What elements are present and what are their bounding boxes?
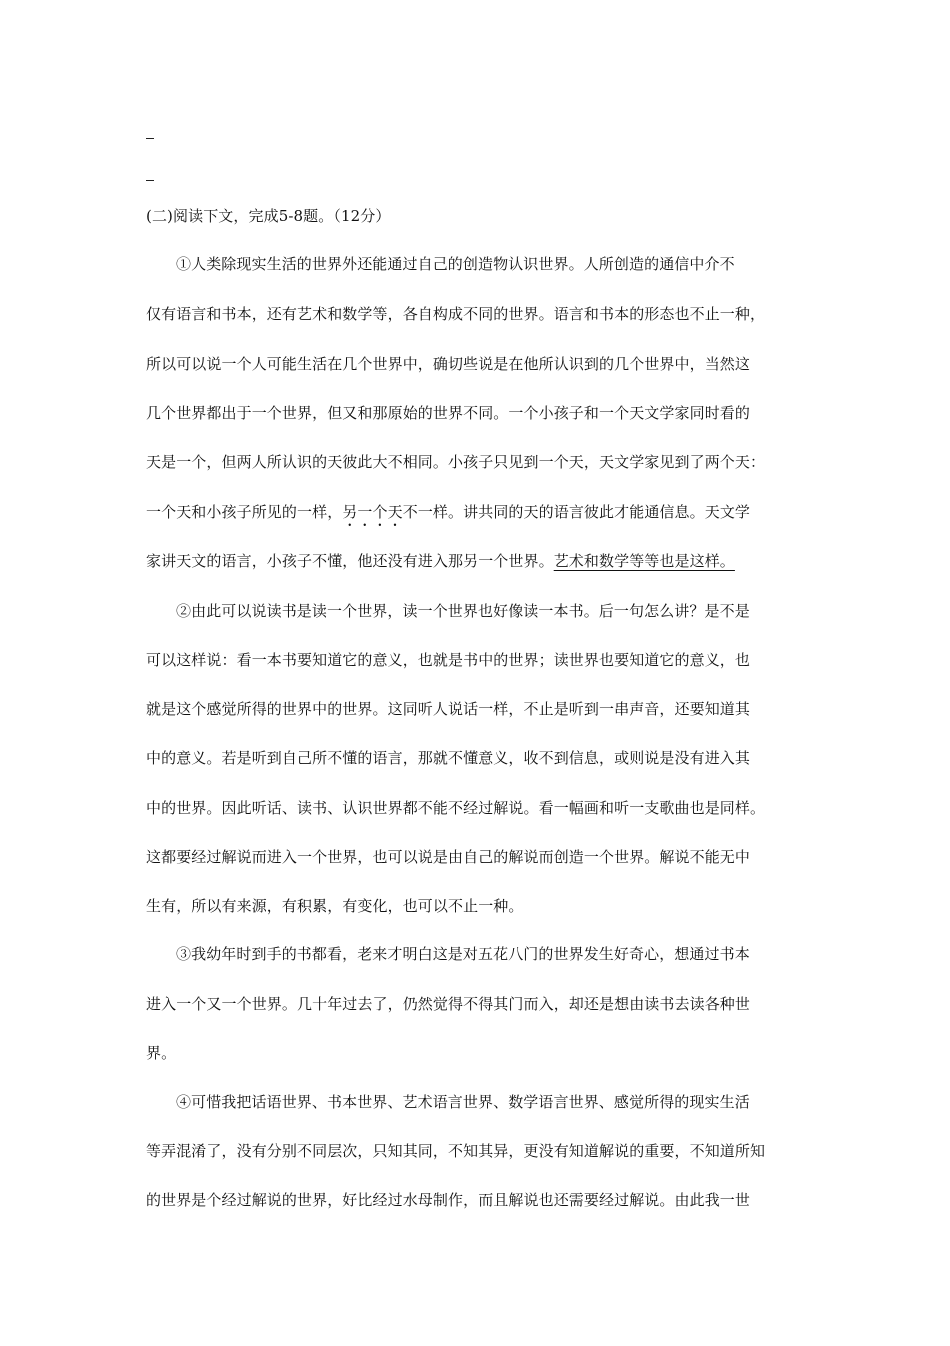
paragraph-2-line-1: ②由此可以说读书是读一个世界，读一个世界也好像读一本书。后一句怎么讲？是不是 [176, 602, 750, 620]
blank-line-mark [146, 138, 154, 139]
paragraph-3-line-2: 进入一个又一个世界。几十年过去了，仍然觉得不得其门而入，却还是想由读书去读各种世 [146, 995, 751, 1013]
paragraph-1-line-6-text-a: 一个天和小孩子所见的一样， [146, 503, 343, 521]
paragraph-4-line-2: 等弄混淆了，没有分别不同层次，只知其同，不知其异，更没有知道解说的重要，不知道所知 [146, 1142, 766, 1160]
underlined-sentence: 艺术和数学等等也是这样。 [553, 552, 735, 570]
paragraph-2-line-7: 生有，所以有来源，有积累，有变化，也可以不止一种。 [146, 897, 524, 915]
blank-line-mark [146, 180, 154, 181]
paragraph-2-line-4: 中的意义。若是听到自己所不懂的语言，那就不懂意义，收不到信息，或则说是没有进入其 [146, 749, 751, 767]
paragraph-3-line-3: 界。 [146, 1044, 177, 1062]
paragraph-1-line-3: 所以可以说一个人可能生活在几个世界中，确切些说是在他所认识到的几个世界中，当然这 [146, 355, 751, 373]
emphasized-phrase: 另一个天 [342, 503, 403, 521]
paragraph-1-line-6-text-b: 不一样。讲共同的天的语言彼此才能通信息。天文学 [402, 503, 751, 521]
paragraph-1-line-6 [146, 502, 818, 530]
paragraph-3-line-1: ③我幼年时到手的书都看，老来才明白这是对五花八门的世界发生好奇心，想通过书本 [176, 945, 750, 963]
paragraph-1-line-4: 几个世界都出于一个世界，但又和那原始的世界不同。一个小孩子和一个天文学家同时看的 [146, 404, 751, 422]
paragraph-1-line-5: 天是一个，但两人所认识的天彼此大不相同。小孩子只见到一个天，天文学家见到了两个天： [146, 453, 766, 471]
section-heading: (二)阅读下文，完成5-8题。（12分） [146, 207, 391, 225]
paragraph-2-line-2: 可以这样说：看一本书要知道它的意义，也就是书中的世界；读世界也要知道它的意义，也 [146, 651, 751, 669]
paragraph-2-line-3: 就是这个感觉所得的世界中的世界。这同听人说话一样，不止是听到一串声音，还要知道其 [146, 700, 751, 718]
paragraph-1-line-1: ①人类除现实生活的世界外还能通过自己的创造物认识世界。人所创造的通信中介不 [176, 255, 735, 273]
paragraph-4-line-1: ④可惜我把话语世界、书本世界、艺术语言世界、数学语言世界、感觉所得的现实生活 [176, 1093, 750, 1111]
paragraph-4-line-3: 的世界是个经过解说的世界，好比经过水母制作，而且解说也还需要经过解说。由此我一世 [146, 1191, 751, 1209]
paragraph-1-line-7-text: 家讲天文的语言，小孩子不懂，他还没有进入那另一个世界。 [146, 552, 554, 570]
paragraph-2-line-5: 中的世界。因此听话、读书、认识世界都不能不经过解说。看一幅画和听一支歌曲也是同样。 [146, 799, 766, 817]
paragraph-1-line-7 [146, 551, 818, 571]
paragraph-2-line-6: 这都要经过解说而进入一个世界，也可以说是由自己的解说而创造一个世界。解说不能无中 [146, 848, 751, 866]
paragraph-1-line-2: 仅有语言和书本，还有艺术和数学等，各自构成不同的世界。语言和书本的形态也不止一种， [146, 305, 766, 323]
